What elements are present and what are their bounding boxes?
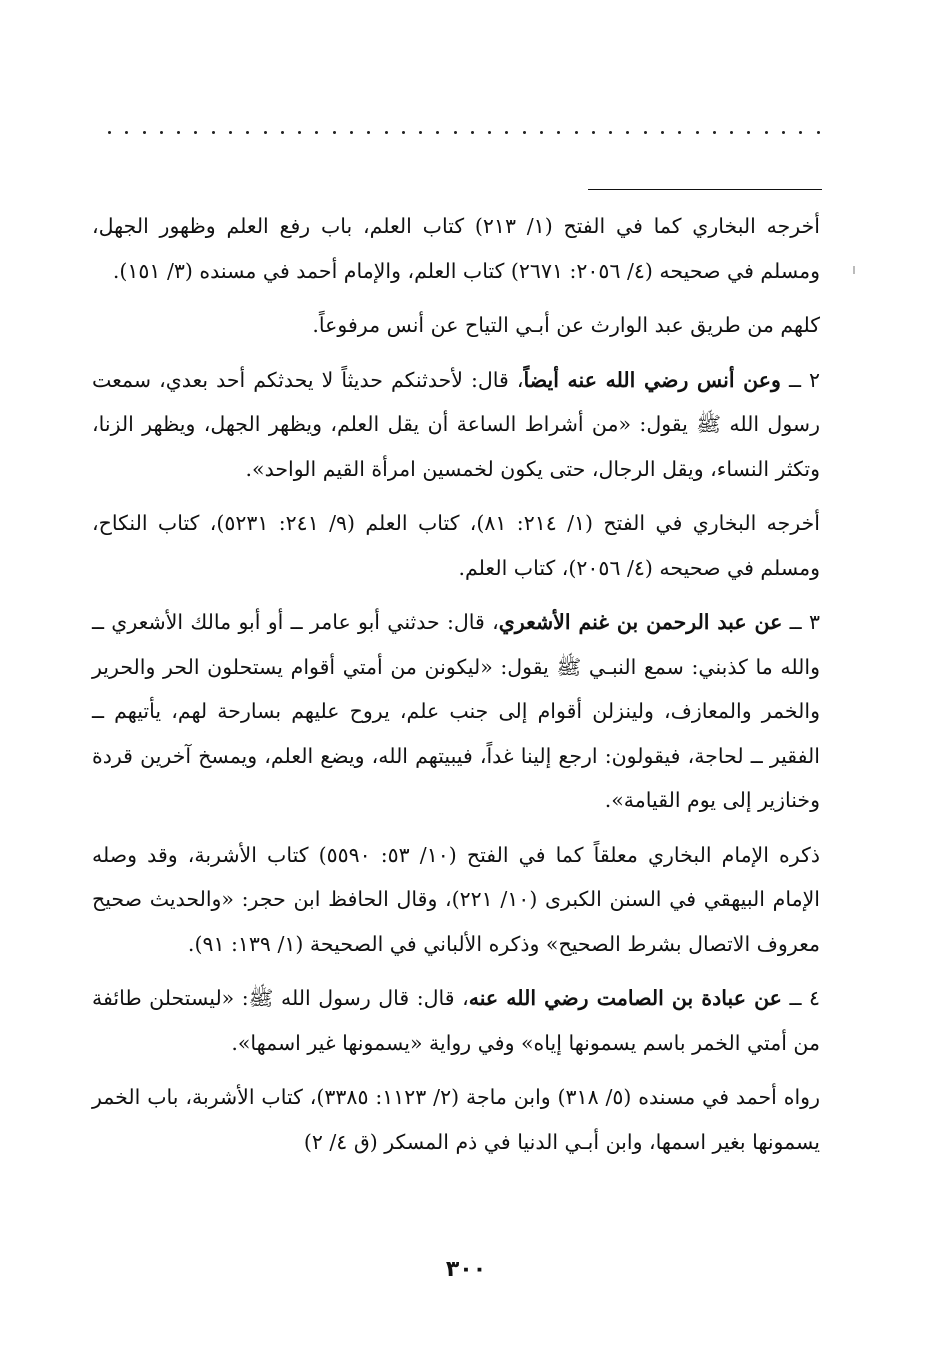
separator-dot xyxy=(471,131,474,134)
separator-dot xyxy=(108,131,111,134)
citation-paragraph-2: أخرجه البخاري في الفتح (١/ ٢١٤: ٨١)، كتاب العلم (٩/ ٢٤١: ٥٢٣١)، كتاب النكاح، ومسلم في صحيحه (٤/ ٢٠٥٦)، كتاب العلم. xyxy=(92,511,820,580)
hadith-4-narrator: عن عبادة بن الصامت رضي الله عنه xyxy=(468,986,782,1010)
separator-dot xyxy=(505,131,508,134)
separator-dot xyxy=(696,131,699,134)
separator-dot xyxy=(678,131,681,134)
separator-dot xyxy=(315,131,318,134)
hadith-3-text: ، قال: حدثني أبو عامر ــ أو أبو مالك الأشعري ــ والله ما كذبني: سمع النبـي ﷺ يقول: «ليكونن من أمتي أقوام يستحلون الحر والحرير والخمر والمعازف، ولينزلن أقوام إلى جنب علم، يروح عليهم بسارحة لهم، يأتيهم ــ الفقير ــ لحاجة، فيقولون: ارجع إلينا غداً، فيبيتهم الله، ويضع العلم، ويمسخ آخرين قردة وخنازير إلى يوم القيامة». xyxy=(92,610,820,812)
separator-dot xyxy=(143,131,146,134)
hadith-2-text: ، قال: لأحدثنكم حديثاً لا يحدثكم أحد بعدي، سمعت رسول الله ﷺ يقول: «من أشراط الساعة أن يقل العلم، ويظهر الجهل، ويظهر الزنا، وتكثر النساء، ويقل الرجال، حتى يكون لخمسين امرأة القيم الواحد». xyxy=(92,367,820,481)
separator-dot xyxy=(212,131,215,134)
margin-mark xyxy=(853,266,855,274)
hadith-3-number: ٣ ــ xyxy=(789,610,820,634)
separator-dot xyxy=(419,131,422,134)
hadith-3 xyxy=(92,600,820,823)
separator-dot xyxy=(402,131,405,134)
separator-dot xyxy=(367,131,370,134)
separator-dot xyxy=(817,131,820,134)
dotted-separator xyxy=(108,120,820,144)
hadith-4-text: ، قال: قال رسول الله ﷺ: «ليستحلن طائفة من أمتي الخمر باسم يسمونها إياه» وفي رواية «يسمونها غير اسمها». xyxy=(92,986,820,1055)
separator-dot xyxy=(160,131,163,134)
separator-dot xyxy=(281,131,284,134)
page-number: ٣٠٠ xyxy=(445,1257,487,1282)
separator-dot xyxy=(575,131,578,134)
separator-dot xyxy=(264,131,267,134)
citation-paragraph-4: رواه أحمد في مسنده (٥/ ٣١٨) وابن ماجة (٢/ ١١٢٣: ٣٣٨٥)، كتاب الأشربة، باب الخمر يسمونها بغير اسمها، وابن أبـي الدنيا في ذم المسكر (ق ٤/ ٢) xyxy=(92,1085,820,1154)
separator-dot xyxy=(333,131,336,134)
hadith-4 xyxy=(92,976,820,1065)
separator-dot xyxy=(540,131,543,134)
footnote-rule xyxy=(588,189,822,190)
separator-dot xyxy=(488,131,491,134)
citation-paragraph-3: ذكره الإمام البخاري معلقاً كما في الفتح (١٠/ ٥٣: ٥٥٩٠) كتاب الأشربة، وقد وصله الإمام البيهقي في السنن الكبرى (١٠/ ٢٢١)، وقال الحافظ ابن حجر: «والحديث صحيح معروف الاتصال بشرط الصحيح» وذكره الألباني في الصحيحة (١/ ١٣٩: ٩١). xyxy=(92,842,820,956)
separator-dot xyxy=(557,131,560,134)
separator-dot xyxy=(730,131,733,134)
separator-dot xyxy=(385,131,388,134)
separator-dot xyxy=(436,131,439,134)
separator-dot xyxy=(246,131,249,134)
hadith-2-narrator: وعن أنس رضي الله عنه أيضاً xyxy=(523,367,781,392)
chain-note-paragraph: كلهم من طريق عبد الوارث عن أبـي التياح عن أنس مرفوعاً. xyxy=(312,313,820,337)
separator-dot xyxy=(523,131,526,134)
separator-dot xyxy=(592,131,595,134)
separator-dot xyxy=(609,131,612,134)
separator-dot xyxy=(782,131,785,134)
separator-dot xyxy=(765,131,768,134)
separator-dot xyxy=(298,131,301,134)
separator-dot xyxy=(125,131,128,134)
hadith-4-number: ٤ ــ xyxy=(789,986,820,1010)
separator-dot xyxy=(713,131,716,134)
separator-dot xyxy=(747,131,750,134)
hadith-2 xyxy=(92,358,820,492)
hadith-2-number: ٢ ــ xyxy=(788,367,821,392)
separator-dot xyxy=(644,131,647,134)
separator-dot xyxy=(194,131,197,134)
hadith-3-narrator: عن عبد الرحمن بن غنم الأشعري xyxy=(498,610,783,634)
body-text xyxy=(92,204,820,1164)
separator-dot xyxy=(626,131,629,134)
separator-dot xyxy=(229,131,232,134)
separator-dot xyxy=(799,131,802,134)
citation-paragraph-1: أخرجه البخاري كما في الفتح (١/ ٢١٣) كتاب العلم، باب رفع العلم وظهور الجهل، ومسلم في صحيحه (٤/ ٢٠٥٦: ٢٦٧١) كتاب العلم، والإمام أحمد في مسنده (٣/ ١٥١). xyxy=(92,214,820,283)
separator-dot xyxy=(350,131,353,134)
separator-dot xyxy=(177,131,180,134)
separator-dot xyxy=(454,131,457,134)
separator-dot xyxy=(661,131,664,134)
